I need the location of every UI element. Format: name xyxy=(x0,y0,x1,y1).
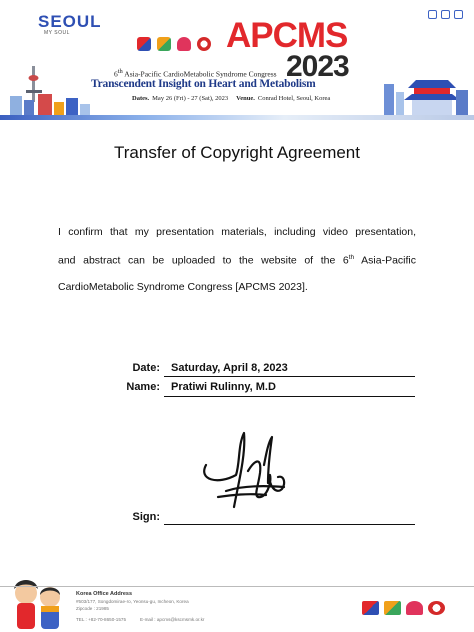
society-logo-icon xyxy=(157,37,171,51)
header-stripe xyxy=(0,115,474,120)
heart-society-logo-icon xyxy=(177,37,191,51)
society-logo-icon xyxy=(384,601,401,615)
document-title: Transfer of Copyright Agreement xyxy=(114,143,360,162)
agreement-line-2 xyxy=(58,254,416,267)
brand-name: APCMS xyxy=(226,16,348,55)
agreement-line-1: I confirm that my presentation materials, including video presentation, xyxy=(58,226,416,238)
mascot-characters-icon xyxy=(8,575,68,631)
congress-header xyxy=(0,0,474,122)
office-email[interactable]: E-mail : apcms@kscmsmk.or.kr xyxy=(140,617,205,622)
office-zipcode: Zipcode : 21985 xyxy=(76,606,109,611)
name-label: Name: xyxy=(126,381,160,393)
ordinal-suffix: th xyxy=(348,254,355,261)
seoul-logo-text: SEOUL xyxy=(38,12,102,31)
window-icon xyxy=(454,10,463,19)
congress-theme: Transcendent Insight on Heart and Metabolism xyxy=(91,78,316,90)
name-underline xyxy=(164,396,415,397)
seoul-tower-illustration-icon xyxy=(8,60,92,116)
name-value[interactable]: Pratiwi Rulinny, M.D xyxy=(171,381,276,393)
date-value[interactable]: Saturday, April 8, 2023 xyxy=(171,362,288,374)
venue-value: Conrad Hotel, Seoul, Korea xyxy=(257,95,331,102)
agreement-line-2-end: Asia-Pacific xyxy=(354,254,416,267)
brand-year: 2023 xyxy=(286,50,349,83)
congress-name-text: Asia-Pacific CardioMetabolic Syndrome Congress xyxy=(124,69,277,79)
heart-society-logo-icon xyxy=(406,601,423,615)
sign-underline[interactable] xyxy=(164,524,415,525)
society-logo-icon xyxy=(137,37,151,51)
society-logo-icon xyxy=(362,601,379,615)
seoul-city-logo xyxy=(38,12,102,32)
window-icon xyxy=(441,10,450,19)
society-seal-icon xyxy=(197,37,211,51)
society-logos xyxy=(137,37,211,51)
office-title: Korea Office Address xyxy=(76,591,133,597)
office-contact xyxy=(76,617,204,622)
seoul-city-tagline: MY SOUL xyxy=(44,30,70,36)
window-icon xyxy=(428,10,437,19)
office-tel: TEL : +82-70-8650-1575 xyxy=(76,617,127,622)
congress-ordinal: 6 xyxy=(114,69,118,79)
society-seal-icon xyxy=(428,601,445,615)
footer-divider xyxy=(0,586,474,587)
date-underline xyxy=(164,376,415,377)
date-label: Date: xyxy=(132,362,160,374)
sign-label: Sign: xyxy=(132,511,160,523)
congress-ordinal-suffix: th xyxy=(117,68,123,75)
congress-name xyxy=(114,68,277,79)
decorative-windows xyxy=(428,10,463,19)
agreement-line-2-start: and abstract can be uploaded to the website of the 6 xyxy=(58,254,349,267)
agreement-line-3: CardioMetabolic Syndrome Congress [APCMS 2023]. xyxy=(58,281,308,293)
venue-label: Venue. xyxy=(236,95,255,102)
palace-skyline-illustration-icon xyxy=(382,62,470,116)
event-details xyxy=(132,95,330,102)
handwritten-signature-icon xyxy=(188,425,308,515)
dates-value: May 26 (Fri) - 27 (Sat), 2023 xyxy=(152,95,229,102)
footer-society-logos xyxy=(362,601,445,615)
office-address: #503/177, Songdomirae-ro, Yeonsu-gu, Incheon, Korea xyxy=(76,599,189,604)
dates-label: Dates. xyxy=(132,95,150,102)
